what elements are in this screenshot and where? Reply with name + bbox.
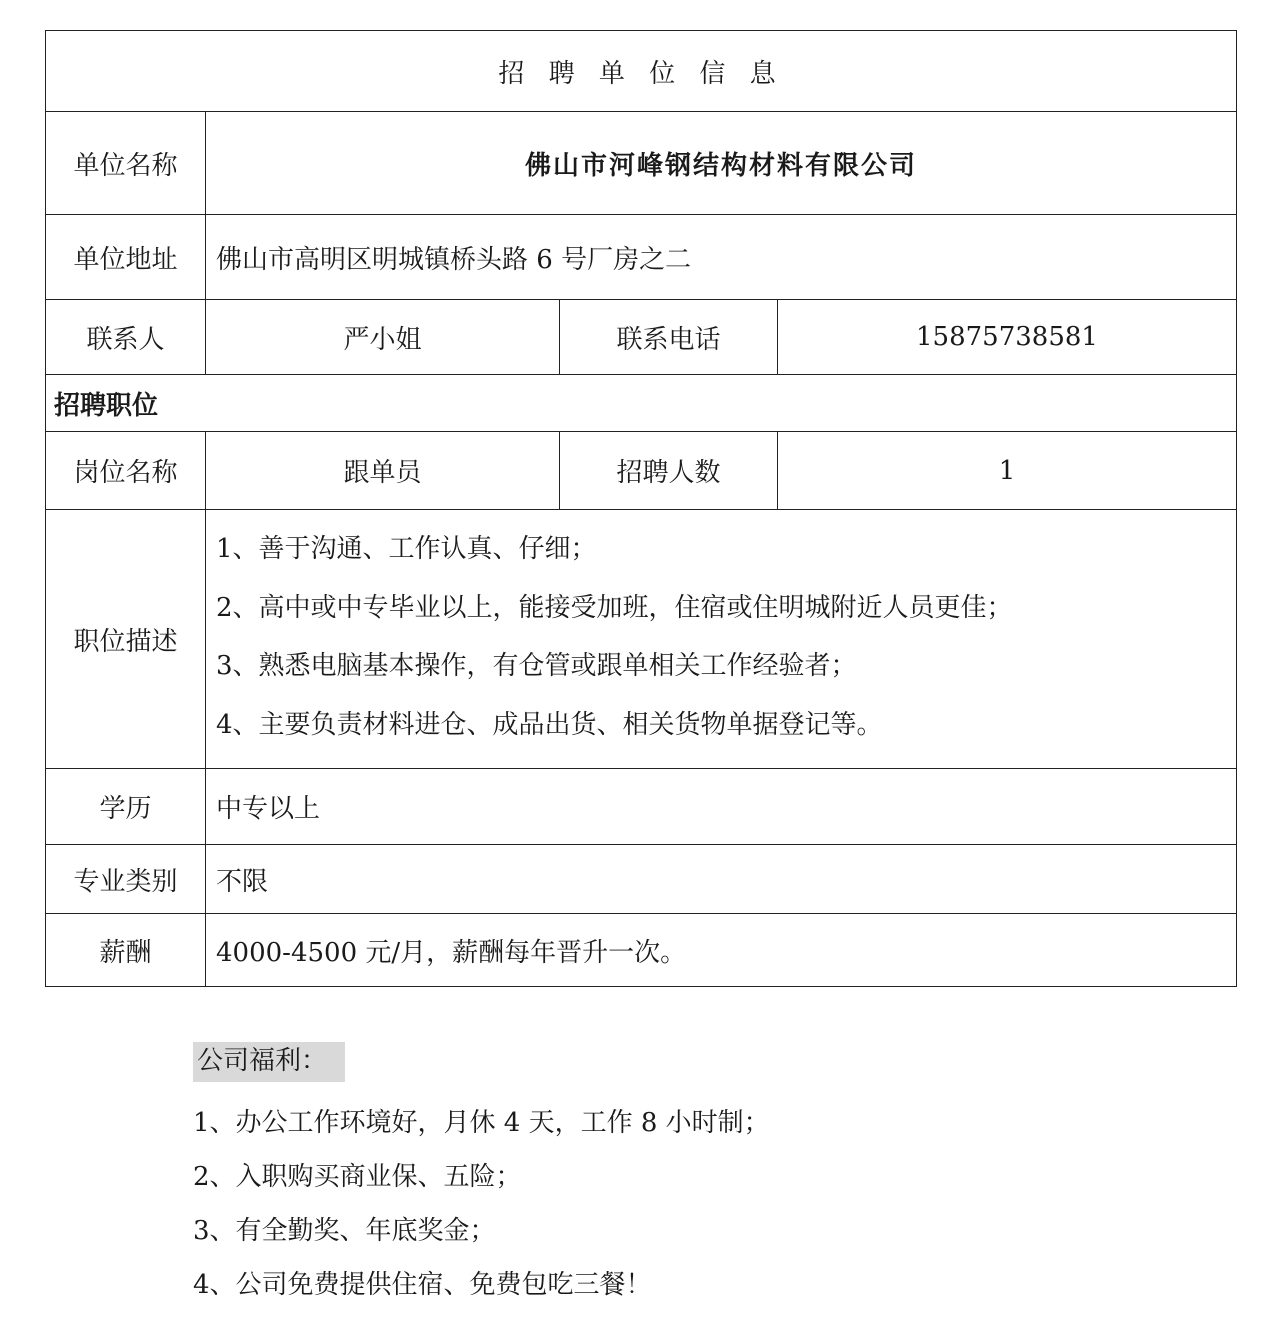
contact-name: 严小姐 <box>206 300 560 375</box>
major-value: 不限 <box>206 845 1237 914</box>
job-description-item: 3、熟悉电脑基本操作，有仓管或跟单相关工作经验者； <box>216 651 857 681</box>
contact-label: 联系人 <box>46 300 206 375</box>
major-label: 专业类别 <box>46 845 206 914</box>
company-address: 佛山市高明区明城镇桥头路 6 号厂房之二 <box>206 215 1237 300</box>
position-name: 跟单员 <box>206 432 560 510</box>
education-label: 学历 <box>46 769 206 845</box>
job-description-item: 1、善于沟通、工作认真、仔细； <box>216 534 597 564</box>
benefit-item: 2、入职购买商业保、五险； <box>193 1162 522 1192</box>
benefits-section <box>193 1042 770 1312</box>
job-description-item: 4、主要负责材料进仓、成品出货、相关货物单据登记等。 <box>216 709 883 740</box>
address-label: 单位地址 <box>46 215 206 300</box>
salary-label: 薪酬 <box>46 914 206 987</box>
positions-section-heading: 招聘职位 <box>46 375 1237 432</box>
job-description-label: 职位描述 <box>46 510 206 769</box>
salary-value: 4000-4500 元/月，薪酬每年晋升一次。 <box>206 914 1237 987</box>
job-description <box>206 510 1237 769</box>
job-description-item: 2、高中或中专毕业以上，能接受加班，住宿或住明城附近人员更佳； <box>216 592 1013 623</box>
contact-phone: 15875738581 <box>778 300 1237 375</box>
benefits-title: 公司福利： <box>193 1042 345 1082</box>
hire-count: 1 <box>778 432 1237 510</box>
benefit-item: 1、办公工作环境好，月休 4 天，工作 8 小时制； <box>193 1108 770 1138</box>
hire-count-label: 招聘人数 <box>560 432 778 510</box>
company-name: 佛山市河峰钢结构材料有限公司 <box>206 112 1237 215</box>
benefits-list <box>193 1096 770 1312</box>
phone-label: 联系电话 <box>560 300 778 375</box>
company-name-label: 单位名称 <box>46 112 206 215</box>
recruitment-table <box>45 30 1237 987</box>
education-value: 中专以上 <box>206 769 1237 845</box>
benefit-item: 3、有全勤奖、年底奖金； <box>193 1216 496 1246</box>
benefit-item: 4、公司免费提供住宿、免费包吃三餐！ <box>193 1270 652 1300</box>
position-name-label: 岗位名称 <box>46 432 206 510</box>
table-title: 招 聘 单 位 信 息 <box>46 31 1237 112</box>
